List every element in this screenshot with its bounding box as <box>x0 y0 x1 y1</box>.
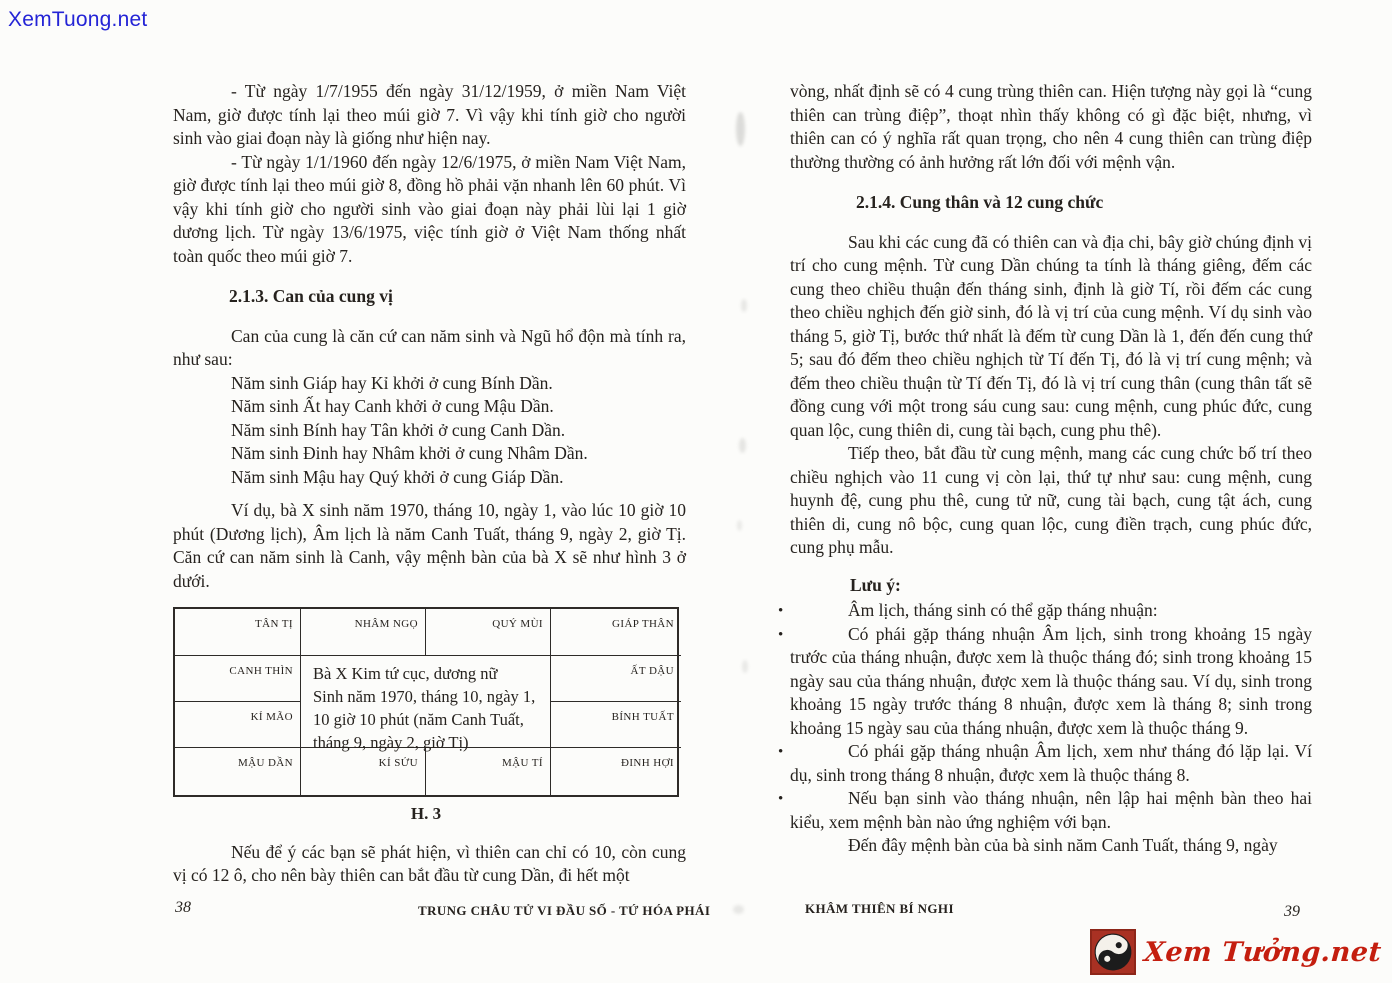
logo-text: Xem Tưởng.net <box>1143 936 1384 968</box>
chart-subject: Bà X Kim tứ cục, dương nữ <box>313 664 498 683</box>
cell-label: MẬU TÍ <box>501 757 543 769</box>
chart-cell-dinh-hoi <box>551 748 681 795</box>
notes-list <box>778 599 1312 834</box>
scan-artifact <box>742 660 748 673</box>
cell-label: MẬU DẦN <box>237 757 293 769</box>
paragraph: Can của cung là căn cứ can năm sinh và Ngũ hổ độn mà tính ra, như sau: <box>173 325 686 369</box>
right-page <box>778 80 1312 858</box>
rule-line: Năm sinh Ất hay Canh khởi ở cung Mậu Dần. <box>231 396 554 416</box>
scan-artifact <box>741 299 747 312</box>
figure-caption: H. 3 <box>410 804 442 823</box>
bullet-icon: • <box>778 603 784 619</box>
rule-line: Năm sinh Bính hay Tân khởi ở cung Canh Dần. <box>231 419 566 440</box>
cell-label: KỈ SỬU <box>378 757 418 769</box>
chart-cell-mau-ti <box>426 748 551 795</box>
cell-label: CANH THÌN <box>229 665 293 677</box>
chart-cell-mau-dan <box>175 748 301 795</box>
chart-cell-canh-thin <box>175 656 301 702</box>
cell-label: NHÂM NGỌ <box>354 618 418 630</box>
section-heading-2-1-3: 2.1.3. Can của cung vị <box>229 286 393 306</box>
left-page <box>173 80 686 888</box>
paragraph: vòng, nhất định sẽ có 4 cung trùng thiên can. Hiện tượng này gọi là “cung thiên can trùng điệp”, thoạt nhìn thấy không có gì đặc biệt, nhưng, vì thiên can có ý nghĩa rất quan trọng, cho nên 4 cung thiên can trùng điệp thường thường có ảnh hưởng rất lớn đối với mệnh vận. <box>790 81 1312 172</box>
cell-label: ẤT DẬU <box>630 665 674 677</box>
paragraph: Tiếp theo, bắt đầu từ cung mệnh, mang các cung chức bố trí theo chiều nghịch vào 11 cung vị còn lại, thứ tự như sau: cung mệnh, cung huynh đệ, cung phu thê, cung tử nữ, cung tài bạch, cung tật ách, cung thiên di, cung nô bộc, cung quan lộc, cung điền trạch, cung phúc đức, cung phụ mẫu. <box>790 443 1312 557</box>
note-label: Lưu ý: <box>850 574 901 595</box>
chart-birth-info: Sinh năm 1970, tháng 10, ngày 1, 10 giờ 10 phút (năm Canh Tuất, tháng 9, ngày 2, giờ Tị) <box>313 687 536 752</box>
chart-cell-tan-ti <box>175 609 301 656</box>
paragraph: Ví dụ, bà X sinh năm 1970, tháng 10, ngày 1, vào lúc 10 giờ 10 phút (Dương lịch), Âm lịch là năm Canh Tuất, tháng 9, ngày 2, giờ Tị. Căn cứ can năm sinh là Canh, vậy mệnh bàn của bà X sẽ như hình 3 ở dưới. <box>173 500 686 591</box>
paragraph: Sau khi các cung đã có thiên can và địa chi, bây giờ chúng định vị trí cho cung mệnh. Từ cung Dần chúng ta tính là tháng giêng, đếm các cung theo chiều thuận đến tháng sinh, định là giờ Tí, rồi đếm các cung theo chiều nghịch đến giờ sinh, đó là vị trí của cung mệnh. Ví dụ sinh vào tháng 5, giờ Tị, bước thứ nhất là đếm từ cung Dần là 1, đến đến cung thứ 5; sau đó đếm theo chiều nghịch từ Tí đến Tị, đó là vị trí cung mệnh; và đếm theo chiều thuận từ Tí đến Tị, đó là vị trí cung thân (cung thân tất sẽ đồng cung với một trong sáu cung sau: cung mệnh, cung phúc đức, cung quan lộc, cung thiên di, cung tài bạch, cung phu thê). <box>790 231 1312 440</box>
paragraph: - Từ ngày 1/7/1955 đến ngày 31/12/1959, ở miền Nam Việt Nam, giờ được tính lại theo múi giờ 7. Vì vậy khi tính giờ cho người sinh vào giai đoạn này là giống như hiện nay. <box>173 81 686 148</box>
chart-cell-giap-than <box>551 609 681 656</box>
bullet-text: Có phái gặp tháng nhuận Âm lịch, xem như tháng đó lặp lại. Ví dụ, sinh trong tháng 8 nhuận, được xem là thuộc tháng 8. <box>790 741 1312 785</box>
scan-artifact <box>736 112 745 146</box>
page-number-right: 39 <box>1284 903 1300 920</box>
paragraph: Nếu để ý các bạn sẽ phát hiện, vì thiên can chỉ có 10, còn cung vị có 12 ô, cho nên bày thiên can bắt đầu từ cung Dần, đi hết một <box>173 841 686 885</box>
horoscope-chart <box>173 607 686 826</box>
bullet-icon: • <box>778 791 784 807</box>
rule-line: Năm sinh Mậu hay Quý khởi ở cung Giáp Dần. <box>231 466 564 487</box>
cell-label: QUÝ MÙI <box>492 618 543 630</box>
cell-label: KỈ MÃO <box>250 711 293 723</box>
paragraph: - Từ ngày 1/1/1960 đến ngày 12/6/1975, ở miền Nam Việt Nam, giờ được tính lại theo múi giờ 8, đồng hồ phải vặn nhanh lên 60 phút. Vì vậy khi tính giờ cho người sinh vào giai đoạn này phải lùi lại 1 giờ dương lịch. Từ ngày 13/6/1975, việc tính giờ ở Việt Nam thống nhất toàn quốc theo múi giờ 7. <box>173 151 686 266</box>
scan-artifact <box>737 520 742 531</box>
section-heading-2-1-4: 2.1.4. Cung thân và 12 cung chức <box>856 192 1104 212</box>
bullet-icon: • <box>778 626 784 643</box>
site-watermark: XemTuong.net <box>8 8 148 31</box>
list-item <box>778 623 1312 741</box>
chart-cell-ki-suu <box>301 748 426 795</box>
stem-rules-list <box>231 372 686 490</box>
bullet-icon: • <box>778 744 784 760</box>
chart-cell-binh-tuat <box>551 702 681 748</box>
bullet-text: Có phái gặp tháng nhuận Âm lịch, sinh trong khoảng 15 ngày trước của tháng nhuận, được xem là thuộc tháng đó; sinh trong khoảng 15 ngày sau của tháng nhuận, được xem là thuộc tháng sau. Ví dụ, sinh trong khoảng 15 ngày trước tháng 8 nhuận, được xem là tháng 8; sinh trong khoảng 15 ngày sau của tháng nhuận, được xem là thuộc tháng 9. <box>790 623 1312 738</box>
list-item <box>778 787 1312 834</box>
scan-artifact <box>733 905 744 914</box>
bullet-text: Âm lịch, tháng sinh có thể gặp tháng nhuận: <box>848 600 1158 620</box>
chart-cell-nham-ngo <box>301 609 426 656</box>
running-title-left: TRUNG CHÂU TỬ VI ĐẦU SỐ - TỨ HÓA PHÁI <box>418 903 711 918</box>
cell-label: BÍNH TUẤT <box>611 711 674 723</box>
chart-cell-ki-mao <box>175 702 301 748</box>
cell-label: GIÁP THÂN <box>612 618 674 630</box>
rule-line: Năm sinh Giáp hay Kỉ khởi ở cung Bính Dần. <box>231 372 553 393</box>
scan-artifact <box>739 438 746 453</box>
paragraph: Đến đây mệnh bàn của bà sinh năm Canh Tuất, tháng 9, ngày <box>848 835 1278 855</box>
cell-label: ĐINH HỢI <box>621 757 674 769</box>
chart-grid <box>173 607 679 797</box>
chart-center-info <box>301 656 551 752</box>
page-number-left: 38 <box>175 899 191 916</box>
chart-cell-at-dau <box>551 656 681 702</box>
site-logo <box>1090 929 1388 975</box>
yin-yang-icon <box>1090 929 1136 975</box>
rule-line: Năm sinh Đinh hay Nhâm khởi ở cung Nhâm Dần. <box>231 443 588 463</box>
list-item <box>778 740 1312 787</box>
cell-label: TÂN TỊ <box>255 618 293 630</box>
running-title-right: KHÂM THIÊN BÍ NGHI <box>805 901 954 916</box>
list-item <box>778 599 1312 623</box>
bullet-text: Nếu bạn sinh vào tháng nhuận, nên lập hai mệnh bàn theo hai kiểu, xem mệnh bàn nào ứng nghiệm với bạn. <box>790 788 1312 832</box>
chart-cell-quy-mui <box>426 609 551 656</box>
